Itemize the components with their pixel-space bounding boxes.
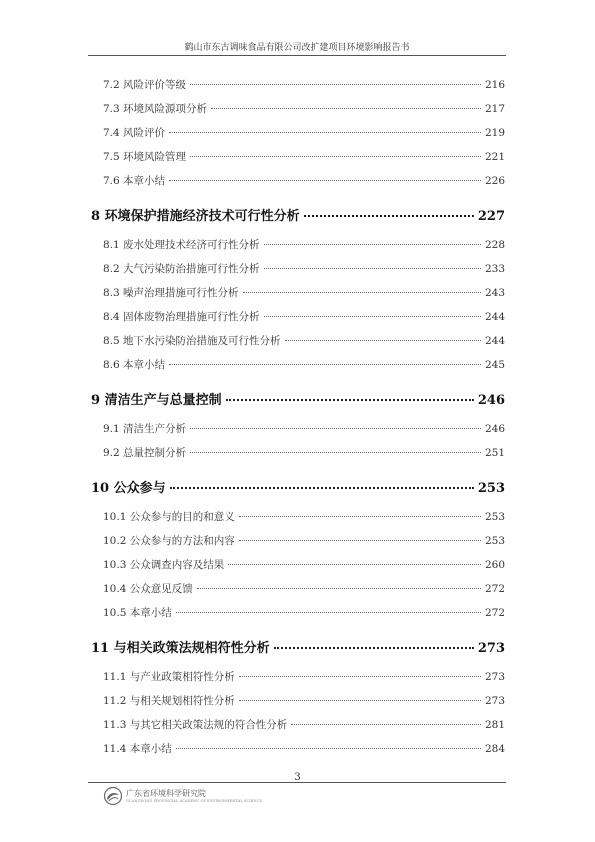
toc-dot-leader bbox=[169, 132, 481, 133]
toc-entry-page: 246 bbox=[484, 423, 505, 435]
toc-dot-leader bbox=[176, 748, 481, 749]
toc-dot-leader bbox=[197, 588, 481, 589]
toc-dot-leader bbox=[169, 180, 481, 181]
toc-entry-page: 243 bbox=[484, 287, 505, 299]
toc-dot-leader bbox=[176, 612, 481, 613]
toc-entry-page: 281 bbox=[484, 719, 505, 731]
toc-dot-leader bbox=[264, 316, 481, 317]
toc-section-entry[interactable] bbox=[103, 173, 505, 188]
toc-entry-page: 272 bbox=[484, 583, 505, 595]
toc-entry-label: 11.3 与其它相关政策法规的符合性分析 bbox=[103, 719, 288, 731]
toc-dot-leader bbox=[190, 84, 481, 85]
toc-entry-page: 228 bbox=[484, 239, 505, 251]
toc-section-entry[interactable] bbox=[103, 445, 505, 460]
toc-section-entry[interactable] bbox=[103, 237, 505, 252]
toc-entry-page: 226 bbox=[484, 175, 505, 187]
toc-dot-leader bbox=[190, 156, 481, 157]
toc-entry-page: 273 bbox=[477, 641, 505, 656]
toc-entry-label: 8.5 地下水污染防治措施及可行性分析 bbox=[103, 335, 281, 347]
toc-entry-page: 244 bbox=[484, 335, 505, 347]
toc-entry-label: 9 清洁生产与总量控制 bbox=[91, 393, 222, 408]
toc-entry-page: 217 bbox=[484, 103, 505, 115]
toc-section-entry[interactable] bbox=[103, 717, 505, 732]
toc-entry-label: 8 环境保护措施经济技术可行性分析 bbox=[91, 209, 300, 224]
toc-entry-page: 253 bbox=[484, 511, 505, 523]
toc-entry-page: 233 bbox=[484, 263, 505, 275]
toc-dot-leader bbox=[169, 364, 481, 365]
toc-dot-leader bbox=[239, 540, 481, 541]
toc-entry-label: 8.3 噪声治理措施可行性分析 bbox=[103, 287, 239, 299]
toc-entry-page: 253 bbox=[484, 535, 505, 547]
toc-entry-label: 10.1 公众参与的目的和意义 bbox=[103, 511, 235, 523]
toc-dot-leader bbox=[239, 700, 481, 701]
toc-chapter-entry[interactable] bbox=[91, 637, 505, 656]
toc-entry-label: 9.2 总量控制分析 bbox=[103, 447, 187, 459]
toc-dot-leader bbox=[211, 108, 481, 109]
toc-section-entry[interactable] bbox=[103, 77, 505, 92]
page-number: 3 bbox=[294, 772, 301, 783]
toc-chapter-entry[interactable] bbox=[91, 389, 505, 408]
toc-entry-label: 10.3 公众调查内容及结果 bbox=[103, 559, 225, 571]
toc-section-entry[interactable] bbox=[103, 669, 505, 684]
toc-section-entry[interactable] bbox=[103, 101, 505, 116]
toc-entry-label: 10.2 公众参与的方法和内容 bbox=[103, 535, 235, 547]
toc-section-entry[interactable] bbox=[103, 693, 505, 708]
toc-entry-page: 273 bbox=[484, 671, 505, 683]
toc-chapter-entry[interactable] bbox=[91, 477, 505, 496]
toc-entry-label: 11.2 与相关规划相符性分析 bbox=[103, 695, 235, 707]
toc-section-entry[interactable] bbox=[103, 581, 505, 596]
toc-entry-label: 8.4 固体废物治理措施可行性分析 bbox=[103, 311, 260, 323]
toc-entry-page: 253 bbox=[477, 481, 505, 496]
toc-dot-leader bbox=[274, 647, 474, 649]
toc-dot-leader bbox=[170, 487, 474, 489]
toc-entry-label: 8.1 废水处理技术经济可行性分析 bbox=[103, 239, 260, 251]
toc-entry-label: 7.6 本章小结 bbox=[103, 175, 166, 187]
toc-entry-label: 11.4 本章小结 bbox=[103, 743, 172, 755]
toc-dot-leader bbox=[291, 724, 481, 725]
footer-rule bbox=[88, 782, 506, 783]
toc-entry-page: 272 bbox=[484, 607, 505, 619]
toc-entry-page: 245 bbox=[484, 359, 505, 371]
footer-org-name-en: GUANGDONG PROVINCIAL ACADEMY OF ENVIRONMENTAL SCIENCE bbox=[126, 799, 262, 803]
toc-entry-page: 221 bbox=[484, 151, 505, 163]
toc-entry-label: 7.2 风险评价等级 bbox=[103, 79, 187, 91]
toc-section-entry[interactable] bbox=[103, 309, 505, 324]
toc-section-entry[interactable] bbox=[103, 333, 505, 348]
toc-dot-leader bbox=[190, 452, 481, 453]
toc-entry-label: 7.5 环境风险管理 bbox=[103, 151, 187, 163]
academy-logo-icon bbox=[103, 786, 123, 806]
toc-entry-label: 10.4 公众意见反馈 bbox=[103, 583, 193, 595]
toc-section-entry[interactable] bbox=[103, 149, 505, 164]
toc-entry-page: 273 bbox=[484, 695, 505, 707]
toc-section-entry[interactable] bbox=[103, 261, 505, 276]
toc-entry-label: 8.2 大气污染防治措施可行性分析 bbox=[103, 263, 260, 275]
toc-entry-page: 260 bbox=[484, 559, 505, 571]
toc-dot-leader bbox=[264, 244, 481, 245]
toc-entry-label: 11.1 与产业政策相符性分析 bbox=[103, 671, 235, 683]
toc-dot-leader bbox=[239, 516, 481, 517]
toc-entry-page: 219 bbox=[484, 127, 505, 139]
toc-entry-label: 7.4 风险评价 bbox=[103, 127, 166, 139]
toc-entry-page: 251 bbox=[484, 447, 505, 459]
toc-entry-page: 284 bbox=[484, 743, 505, 755]
toc-section-entry[interactable] bbox=[103, 533, 505, 548]
toc-entry-label: 9.1 清洁生产分析 bbox=[103, 423, 187, 435]
toc-section-entry[interactable] bbox=[103, 357, 505, 372]
toc-section-entry[interactable] bbox=[103, 421, 505, 436]
toc-dot-leader bbox=[243, 292, 481, 293]
toc-entry-label: 11 与相关政策法规相符性分析 bbox=[91, 641, 270, 656]
toc-dot-leader bbox=[190, 428, 481, 429]
toc-section-entry[interactable] bbox=[103, 605, 505, 620]
toc-entry-page: 246 bbox=[477, 393, 505, 408]
toc-dot-leader bbox=[226, 399, 474, 401]
toc-entry-label: 10.5 本章小结 bbox=[103, 607, 172, 619]
running-header: 鹤山市东古调味食品有限公司改扩建项目环境影响报告书 bbox=[184, 43, 410, 53]
toc-section-entry[interactable] bbox=[103, 125, 505, 140]
toc-chapter-entry[interactable] bbox=[91, 205, 505, 224]
toc-section-entry[interactable] bbox=[103, 509, 505, 524]
toc-entry-label: 8.6 本章小结 bbox=[103, 359, 166, 371]
toc-dot-leader bbox=[304, 215, 474, 217]
toc-section-entry[interactable] bbox=[103, 741, 505, 756]
toc-entry-page: 227 bbox=[477, 209, 505, 224]
toc-section-entry[interactable] bbox=[103, 285, 505, 300]
toc-dot-leader bbox=[239, 676, 481, 677]
toc-dot-leader bbox=[228, 564, 481, 565]
toc-entry-label: 10 公众参与 bbox=[91, 481, 166, 496]
toc-dot-leader bbox=[285, 340, 481, 341]
toc-dot-leader bbox=[264, 268, 481, 269]
toc-entry-page: 216 bbox=[484, 79, 505, 91]
toc-entry-label: 7.3 环境风险源项分析 bbox=[103, 103, 208, 115]
header-rule bbox=[88, 55, 506, 56]
toc-section-entry[interactable] bbox=[103, 557, 505, 572]
footer-org-name: 广东省环境科学研究院 bbox=[126, 789, 206, 798]
toc-entry-page: 244 bbox=[484, 311, 505, 323]
